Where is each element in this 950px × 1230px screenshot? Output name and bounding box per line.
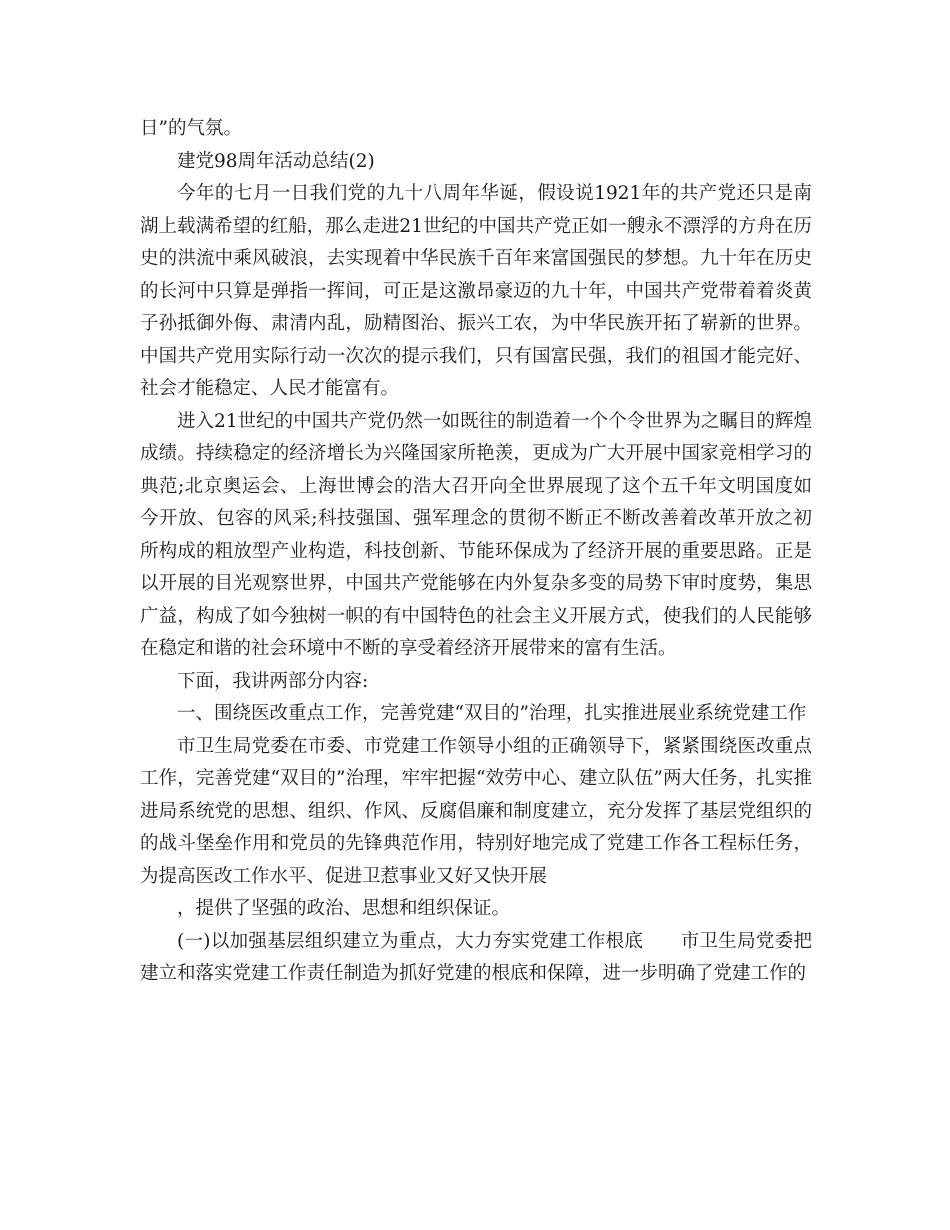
paragraph: (一)以加强基层组织建立为重点，大力夯实党建工作根底 市卫生局党委把建立和落实党建工作责任制造为抓好党建的根底和保障，进一步明确了党建工作的 (140, 930, 812, 984)
paragraph-continuation: 日”的气氛。 (140, 118, 242, 139)
paragraph: ，提供了坚强的政治、思想和组织保证。 (177, 898, 511, 919)
paragraph: 下面，我讲两部分内容: (177, 670, 369, 692)
paragraph: 市卫生局党委在市委、市党建工作领导小组的正确领导下，紧紧围绕医改重点工作，完善党建“双目的”治理，牢牢把握“效劳中心、建立队伍”两大任务，扎实推进局系统党的思想、组织、作风、反腐倡廉和制度建立，充分发挥了基层党组织的的战斗堡垒作用和党员的先锋典范作用，特别好地完成了党建工作各工程标任务，为提高医改工作水平、促进卫惹事业又好又快开展 (140, 735, 812, 887)
section-heading: 建党98周年活动总结(2) (177, 150, 375, 172)
section-title: 一、围绕医改重点工作，完善党建“双目的”治理，扎实推进展业系统党建工作 (177, 703, 807, 724)
paragraph: 今年的七月一日我们党的九十八周年华诞，假设说1921年的共产党还只是南湖上载满希望的红船，那么走进21世纪的中国共产党正如一艘永不漂浮的方舟在历史的洪流中乘风破浪，去实现着中华民族千百年来富国强民的梦想。九十年在历史的长河中只算是弹指一挥间，可正是这激昂豪迈的九十年，中国共产党带着着炎黄子孙抵御外侮、肃清内乱，励精图治、振兴工农，为中华民族开拓了崭新的世界。中国共产党用实际行动一次次的提示我们，只有国富民强，我们的祖国才能完好、社会才能稳定、人民才能富有。 (140, 183, 812, 399)
paragraph: 进入21世纪的中国共产党仍然一如既往的制造着一个个令世界为之瞩目的辉煌成绩。持续稳定的经济增长为兴隆国家所艳羡，更成为广大开展中国家竞相学习的典范;北京奥运会、上海世博会的浩大召开向全世界展现了这个五千年文明国度如今开放、包容的风采;科技强国、强军理念的贯彻不断正不断改善着改革开放之初所构成的粗放型产业构造，科技创新、节能环保成为了经济开展的重要思路。正是以开展的目光观察世界，中国共产党能够在内外复杂多变的局势下审时度势，集思广益，构成了如今独树一帜的有中国特色的社会主义开展方式，使我们的人民能够在稳定和谐的社会环境中不断的享受着经济开展带来的富有生活。 (140, 410, 812, 659)
document-body (140, 113, 812, 991)
